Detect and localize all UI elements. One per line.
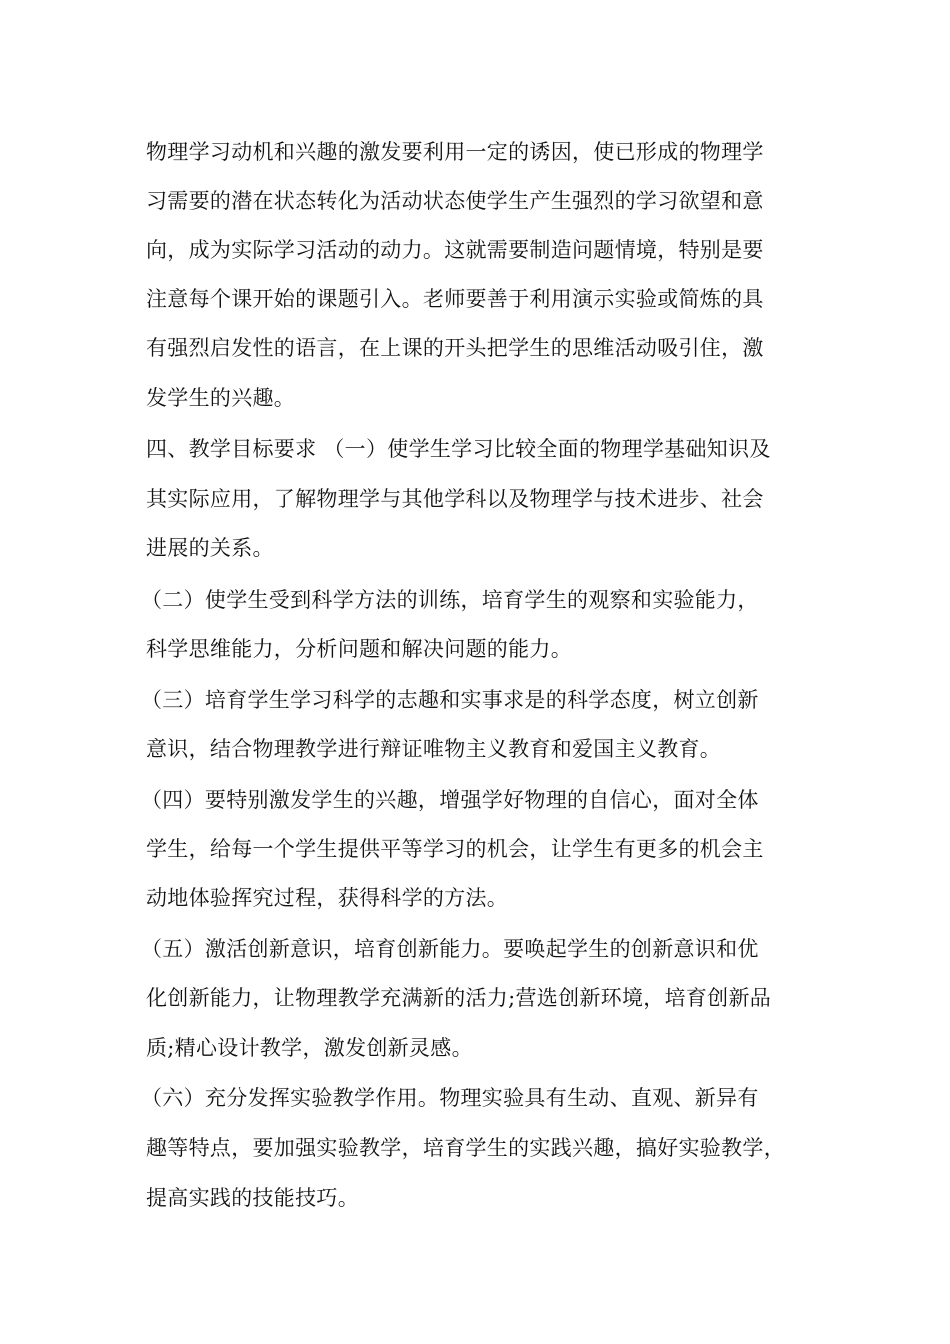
text-line: 意识，结合物理教学进行辩证唯物主义教育和爱国主义教育。 [146,737,722,761]
text-line: （二）使学生受到科学方法的训练，培育学生的观察和实验能力， [141,588,759,612]
text-line: 学生，给每一个学生提供平等学习的机会，让学生有更多的机会主 [146,837,764,861]
text-line: 其实际应用，了解物理学与其他学科以及物理学与技术进步、社会 [146,487,764,511]
text-line: 注意每个课开始的课题引入。老师要善于利用演示实验或简炼的具 [146,287,764,311]
text-line: （六）充分发挥实验教学作用。物理实验具有生动、直观、新异有 [141,1086,759,1110]
text-line: 有强烈启发性的语言，在上课的开头把学生的思维活动吸引住，激 [146,336,764,360]
text-line: 进展的关系。 [146,536,274,560]
text-line: 动地体验挥究过程，获得科学的方法。 [146,886,509,910]
text-line: 物理学习动机和兴趣的激发要利用一定的诱因，使已形成的物理学 [146,140,764,164]
text-line: 发学生的兴趣。 [146,386,296,410]
text-line: （四）要特别激发学生的兴趣，增强学好物理的自信心，面对全体 [141,788,759,812]
text-line: 趣等特点，要加强实验教学，培育学生的实践兴趣，搞好实验教学， [146,1136,785,1160]
text-line: 向，成为实际学习活动的动力。这就需要制造问题情境，特别是要 [146,238,764,262]
text-line: 质;精心设计教学，激发创新灵感。 [146,1036,473,1060]
text-line: （三）培育学生学习科学的志趣和实事求是的科学态度，树立创新 [141,688,759,712]
text-line: 习需要的潜在状态转化为活动状态使学生产生强烈的学习欲望和意 [146,189,764,213]
text-line: 提高实践的技能技巧。 [146,1186,359,1210]
text-line: （五）激活创新意识，培育创新能力。要唤起学生的创新意识和优 [141,937,759,961]
text-line: 科学思维能力，分析问题和解决问题的能力。 [146,637,572,661]
text-line: 化创新能力，让物理教学充满新的活力;营选创新环境，培育创新品 [146,986,772,1010]
section-heading-line: 四、教学目标要求 （一）使学生学习比较全面的物理学基础知识及 [146,437,771,461]
